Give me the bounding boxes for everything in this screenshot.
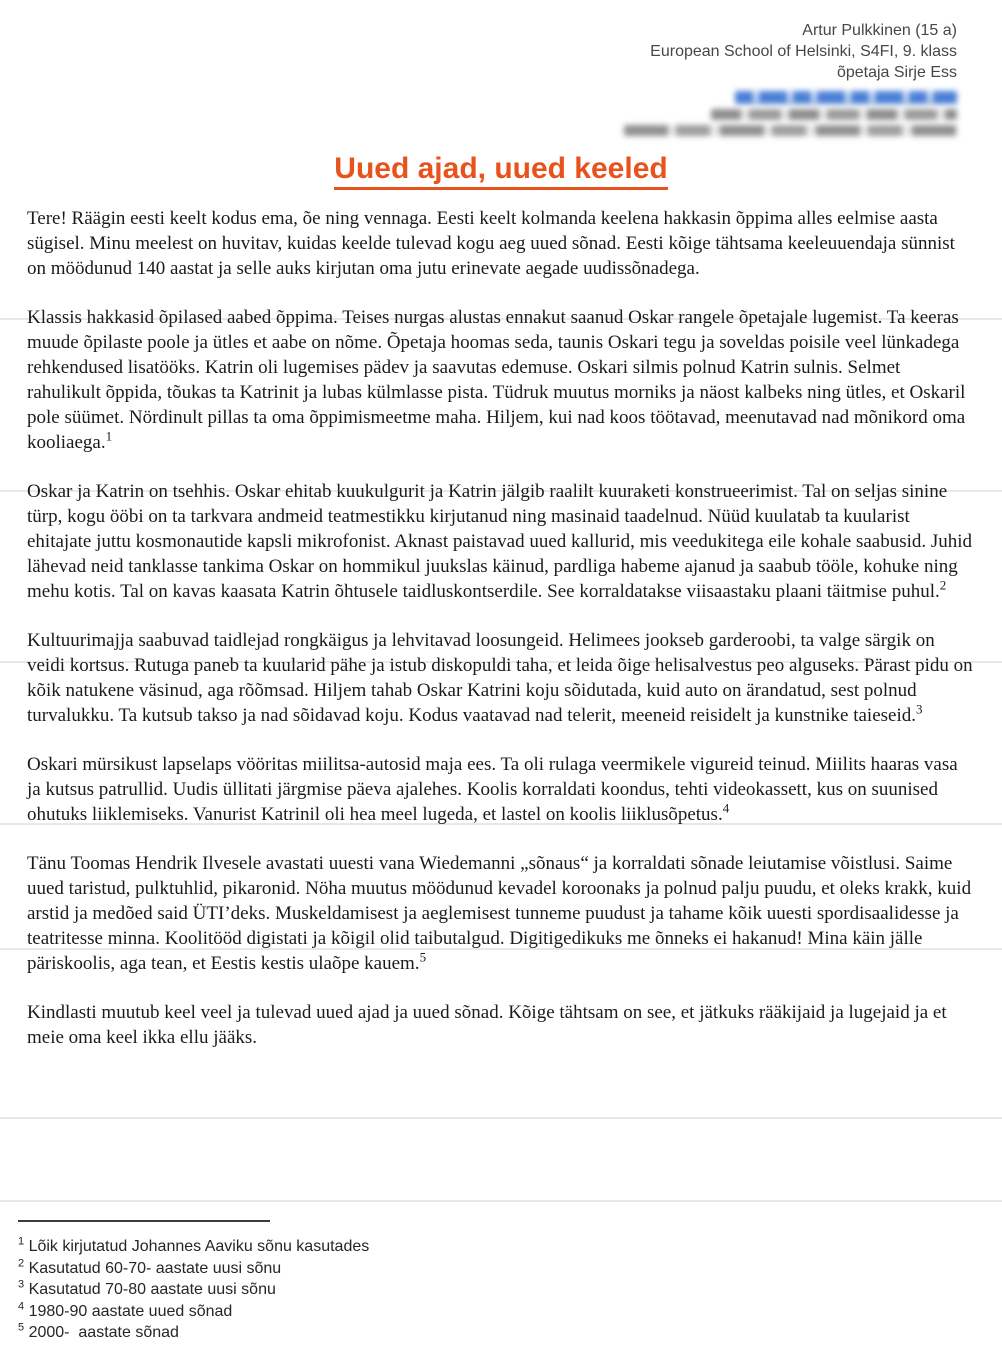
paragraph-6 — [27, 851, 975, 976]
footnote-text: Lõik kirjutatud Johannes Aaviku sõnu kasutades — [28, 1238, 370, 1255]
paragraph-text: Kindlasti muutub keel veel ja tulevad uued ajad ja uued sõnad. Kõige tähtsam on see, et jätkuks rääkijaid ja lugejaid ja et meie oma keel ikka ellu jääks. — [27, 1002, 947, 1048]
paragraph-7 — [27, 1000, 975, 1050]
paragraph-1 — [27, 206, 975, 281]
footnote-text: 2000- aastate sõnad — [28, 1324, 179, 1341]
footnote-2 — [18, 1258, 369, 1280]
footnote-4 — [18, 1301, 369, 1323]
footnote-ref: 1 — [105, 428, 113, 444]
footnote-ref: 4 — [722, 800, 730, 816]
redacted-contact-line — [711, 109, 957, 120]
essay-body — [27, 206, 975, 1074]
paragraph-5 — [27, 752, 975, 827]
paragraph-2 — [27, 305, 975, 455]
footnote-5 — [18, 1322, 369, 1344]
footnote-ref: 5 — [419, 949, 427, 965]
essay-title — [27, 152, 975, 190]
footnote-text: 1980-90 aastate uued sõnad — [28, 1302, 233, 1320]
footnote-ref: 2 — [939, 577, 947, 593]
redacted-address-line — [624, 125, 957, 136]
paragraph-text: Oskar ja Katrin on tsehhis. Oskar ehitab kuukulgurit ja Katrin jälgib raalilt kuuraketi konstrueerimist. Tal on seljas sinine türp, kogu ööbi on ta tarkvara andmeid teatmestikku kirjutanud ning masinaid taadelnud. Nüüd kuulatab ta kuularist ehitajate juttu kosmonautide kapsli mikrofonist. Aknast paistavad uued kallurid, mis veedukitega eile kohale saabusid. Juhid lähevad neid tanklasse tankima Oskar on hommikul juukslas käinud, pardliga habeme ajanud ja saabub tööle, kohuke ning mehu kotis. Tal on kavas kaasata Katrin õhtusele taidluskontserdile. See korraldatakse viisaastaku plaani täitmise puhul. — [27, 481, 973, 602]
header-author-line: Artur Pulkkinen (15 a) — [802, 22, 957, 39]
document-header — [624, 20, 957, 141]
redacted-email-link — [735, 91, 957, 104]
footnote-ref: 3 — [915, 701, 923, 717]
paragraph-4 — [27, 628, 975, 728]
header-school-line: European School of Helsinki, S4FI, 9. klass — [650, 43, 957, 60]
footnote-text: Kasutatud 70-80 aastate uusi sõnu — [28, 1281, 276, 1298]
footnote-marker: 1 — [18, 1235, 25, 1248]
footnote-3 — [18, 1279, 369, 1301]
footnote-marker: 3 — [18, 1278, 25, 1291]
footnote-marker: 4 — [18, 1300, 25, 1313]
scan-streak — [0, 1200, 1002, 1202]
paragraph-text: Oskari mürsikust lapselaps vööritas miilitsa-autosid maja ees. Ta oli rulaga veermikele vigureid teinud. Miilits haaras vasa ja kutsus patrullid. Uudis üllitati järgmise päeva ajalehes. Koolis korraldati koondus, tehti videokassett, kus on suunised ohutuks liiklemiseks. Vanurist Katrinil oli hea meel lugeda, et lastel on koolis liiklusõpetus. — [27, 754, 958, 825]
paragraph-text: Tänu Toomas Hendrik Ilvesele avastati uuesti vana Wiedemanni „sõnaus“ ja korraldati sõnade leiutamise võistlusi. Saime uued taristud, pulktuhlid, pikaronid. Nöha muutus möödunud kevadel koroonaks ja polnud palju puudu, et oleks krakk, kuid arstid ja medõed said ÜTI’deks. Muskeldamisest ja aeglemisest tunneme puudust ja tahame kõik uuesti spordisaalidesse ja teatritesse minna. Koolitööd digistati ja kõigil olid taibutalgud. Digitigedikuks me õnneks ei hakanud! Mina käin jälle päriskoolis, aga tean, et Eestis kestis ulaõpe kauem. — [27, 853, 972, 974]
essay-title-text: Uued ajad, uued keeled — [334, 152, 667, 190]
footnotes-section — [18, 1220, 369, 1344]
footnote-text: Kasutatud 60-70- aastate uusi sõnu — [28, 1259, 282, 1277]
header-teacher-line: õpetaja Sirje Ess — [836, 64, 957, 81]
footnote-marker: 5 — [18, 1321, 25, 1334]
footnote-marker: 2 — [18, 1257, 25, 1270]
scan-streak — [0, 1117, 1002, 1119]
footnote-separator — [18, 1220, 270, 1222]
paragraph-3 — [27, 479, 975, 604]
paragraph-text: Tere! Räägin eesti keelt kodus ema, õe ning vennaga. Eesti keelt kolmanda keelena hakkasin õppima alles eelmise aasta sügisel. Minu meelest on huvitav, kuidas keelde tulevad kogu aeg uued sõnad. Eesti kõige tähtsama keeleuuendaja sünnist on möödunud 140 aastat ja selle auks kirjutan oma jutu erinevate aegade uudissõnadega. — [27, 208, 955, 279]
paragraph-text: Kultuurimajja saabuvad taidlejad rongkäigus ja lehvitavad loosungeid. Helimees jookseb garderoobi, ta valge särgik on veidi kortsus. Rutuga paneb ta kuularid pähe ja istub diskopuldi taha, et leida õige helisalvestus peo alguseks. Pärast pidu on kõik natukene väsinud, aga rõõmsad. Hiljem tahab Oskar Katrini koju sõidutada, kuid auto on ärandatud, sest polnud turvalukku. Ta kutsub takso ja nad sõidavad koju. Kodus vaatavad nad telerit, meeneid reisidelt ja kunstnike taieseid. — [27, 630, 973, 726]
paragraph-text: Klassis hakkasid õpilased aabed õppima. Teises nurgas alustas ennakut saanud Oskar rangele õpetajale lugemist. Ta keeras muude õpilaste poole ja ütles et aabe on nõme. Õpetaja hoomas seda, taunis Oskari tegu ja soveldas poisile veel lünkadega rehkendused lisatööks. Katrin oli lugemises pädev ja saavutas edemuse. Oskari silmis polnud Katrin sulnis. Selmet rahulikult õppida, tõukas ta Katrinit ja lubas külmlasse pista. Tüdruk muutus morniks ja näost kalbeks ning ütles, et Oskaril pole süümet. Nördinult pillas ta oma õppimismeetme maha. Hiljem, kui nad koos töötavad, meenutavad nad mõnikord oma kooliaega. — [27, 307, 966, 453]
footnote-1 — [18, 1236, 369, 1258]
